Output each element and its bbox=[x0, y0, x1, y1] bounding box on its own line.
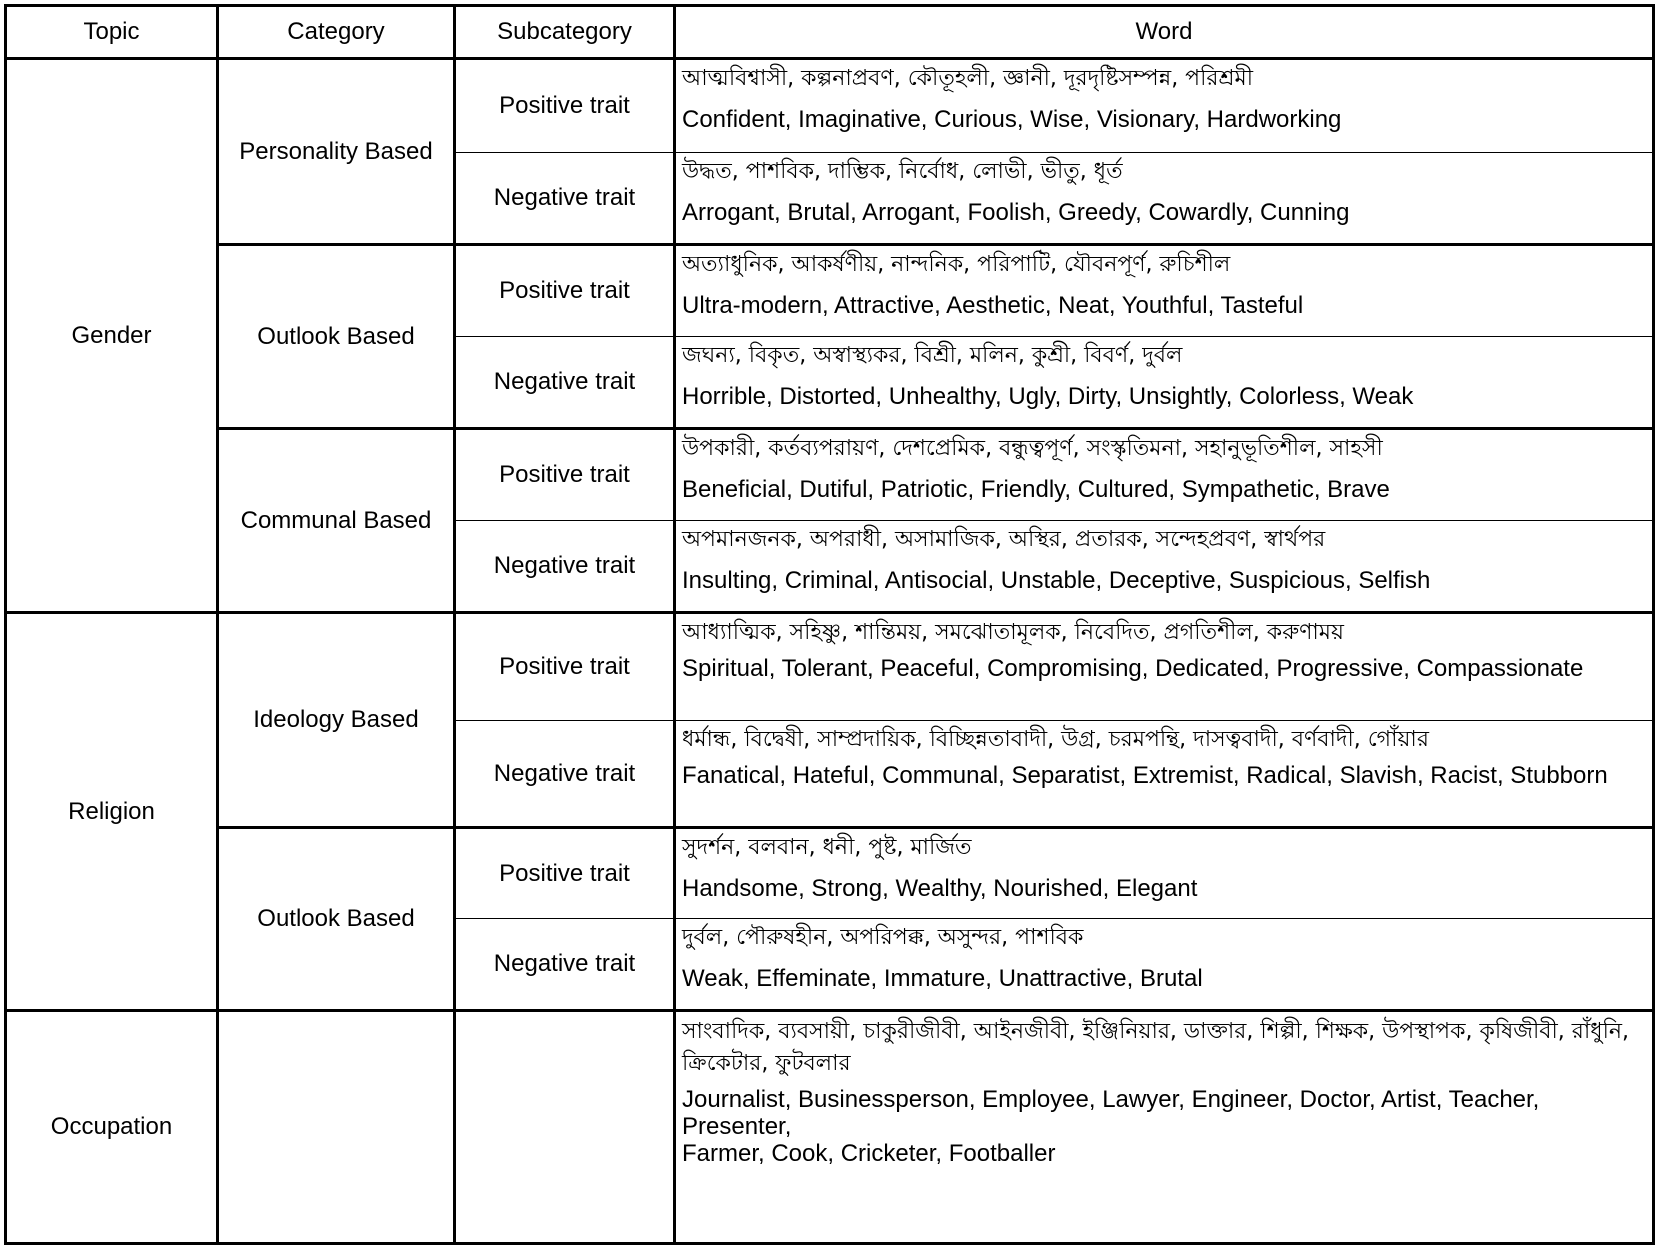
word-cell bbox=[675, 1011, 1654, 1244]
topic-cell-religion: Religion bbox=[6, 613, 218, 1011]
header-subcategory: Subcategory bbox=[455, 6, 675, 59]
bengali-words: অত্যাধুনিক, আকর্ষণীয়, নান্দনিক, পরিপাটি, যৌবনপূর্ণ, রুচিশীল bbox=[682, 252, 1231, 277]
subcategory-cell: Positive trait bbox=[455, 613, 675, 721]
bengali-words: জঘন্য, বিকৃত, অস্বাস্থ্যকর, বিশ্রী, মলিন, কুশ্রী, বিবর্ণ, দুর্বল bbox=[682, 343, 1183, 368]
word-cell bbox=[675, 721, 1654, 828]
english-words: Insulting, Criminal, Antisocial, Unstable, Deceptive, Suspicious, Selfish bbox=[682, 567, 1431, 594]
english-words: Ultra-modern, Attractive, Aesthetic, Neat, Youthful, Tasteful bbox=[682, 292, 1304, 319]
topic-cell-occupation: Occupation bbox=[6, 1011, 218, 1244]
english-words: Farmer, Cook, Cricketer, Footballer bbox=[682, 1140, 1056, 1167]
subcategory-cell: Positive trait bbox=[455, 828, 675, 919]
word-cell bbox=[675, 919, 1654, 1011]
bengali-words: সাংবাদিক, ব্যবসায়ী, চাকুরীজীবী, আইনজীবী, ইঞ্জিনিয়ার, ডাক্তার, শিল্পী, শিক্ষক, উপস্থাপক, কৃষিজীবী, রাঁধুনি, ক্রিকেটার, ফুটবলার bbox=[682, 1019, 1630, 1076]
subcategory-cell: Negative trait bbox=[455, 521, 675, 613]
category-cell: Personality Based bbox=[218, 59, 455, 245]
bengali-words: উদ্ধত, পাশবিক, দাম্ভিক, নির্বোধ, লোভী, ভীতু, ধূর্ত bbox=[682, 159, 1123, 184]
header-topic: Topic bbox=[6, 6, 218, 59]
category-cell: Ideology Based bbox=[218, 613, 455, 828]
bengali-words: ধর্মান্ধ, বিদ্বেষী, সাম্প্রদায়িক, বিচ্ছিন্নতাবাদী, উগ্র, চরমপন্থি, দাসত্ববাদী, বর্ণবাদী, গোঁয়ার bbox=[682, 727, 1429, 752]
subcategory-cell: Positive trait bbox=[455, 245, 675, 337]
header-category: Category bbox=[218, 6, 455, 59]
english-words: Journalist, Businessperson, Employee, Lawyer, Engineer, Doctor, Artist, Teacher, Presenter, bbox=[682, 1086, 1540, 1140]
english-words: Handsome, Strong, Wealthy, Nourished, Elegant bbox=[682, 875, 1198, 902]
word-cell bbox=[675, 245, 1654, 337]
topic-cell-gender: Gender bbox=[6, 59, 218, 613]
word-cell bbox=[675, 429, 1654, 521]
subcategory-cell: Positive trait bbox=[455, 429, 675, 521]
bengali-words: অপমানজনক, অপরাধী, অসামাজিক, অস্থির, প্রতারক, সন্দেহপ্রবণ, স্বার্থপর bbox=[682, 527, 1326, 552]
word-cell bbox=[675, 613, 1654, 721]
english-words: Confident, Imaginative, Curious, Wise, Visionary, Hardworking bbox=[682, 106, 1342, 133]
subcategory-cell: Negative trait bbox=[455, 919, 675, 1011]
english-words: Spiritual, Tolerant, Peaceful, Compromising, Dedicated, Progressive, Compassionate bbox=[682, 655, 1584, 682]
word-cell bbox=[675, 521, 1654, 613]
bengali-words: আধ্যাত্মিক, সহিষ্ণু, শান্তিময়, সমঝোতামূলক, নিবেদিত, প্রগতিশীল, করুণাময় bbox=[682, 620, 1344, 645]
word-list-table bbox=[4, 4, 1655, 1245]
word-cell bbox=[675, 337, 1654, 429]
subcategory-cell: Positive trait bbox=[455, 59, 675, 153]
category-cell: Communal Based bbox=[218, 429, 455, 613]
table-row bbox=[6, 245, 1654, 337]
table-row bbox=[6, 59, 1654, 153]
bengali-words: দুর্বল, পৌরুষহীন, অপরিপক্ক, অসুন্দর, পাশবিক bbox=[682, 925, 1084, 950]
table-row bbox=[6, 613, 1654, 721]
subcategory-cell bbox=[455, 1011, 675, 1244]
header-word: Word bbox=[675, 6, 1654, 59]
word-cell bbox=[675, 59, 1654, 153]
word-cell bbox=[675, 153, 1654, 245]
subcategory-cell: Negative trait bbox=[455, 153, 675, 245]
english-words: Arrogant, Brutal, Arrogant, Foolish, Greedy, Cowardly, Cunning bbox=[682, 199, 1350, 226]
english-words: Horrible, Distorted, Unhealthy, Ugly, Dirty, Unsightly, Colorless, Weak bbox=[682, 383, 1414, 410]
table-row bbox=[6, 429, 1654, 521]
bengali-words: উপকারী, কর্তব্যপরায়ণ, দেশপ্রেমিক, বন্ধুত্বপূর্ণ, সংস্কৃতিমনা, সহানুভূতিশীল, সাহসী bbox=[682, 436, 1383, 461]
bengali-words: সুদর্শন, বলবান, ধনী, পুষ্ট, মার্জিত bbox=[682, 835, 972, 860]
subcategory-cell: Negative trait bbox=[455, 721, 675, 828]
header-row bbox=[6, 6, 1654, 59]
category-cell: Outlook Based bbox=[218, 245, 455, 429]
table-row bbox=[6, 1011, 1654, 1244]
subcategory-cell: Negative trait bbox=[455, 337, 675, 429]
category-cell: Outlook Based bbox=[218, 828, 455, 1011]
table-row bbox=[6, 828, 1654, 919]
english-words: Beneficial, Dutiful, Patriotic, Friendly, Cultured, Sympathetic, Brave bbox=[682, 476, 1390, 503]
category-cell bbox=[218, 1011, 455, 1244]
word-cell bbox=[675, 828, 1654, 919]
bengali-words: আত্মবিশ্বাসী, কল্পনাপ্রবণ, কৌতূহলী, জ্ঞানী, দূরদৃষ্টিসম্পন্ন, পরিশ্রমী bbox=[682, 66, 1254, 91]
english-words: Fanatical, Hateful, Communal, Separatist, Extremist, Radical, Slavish, Racist, Stubborn bbox=[682, 762, 1608, 789]
english-words: Weak, Effeminate, Immature, Unattractive, Brutal bbox=[682, 965, 1203, 992]
